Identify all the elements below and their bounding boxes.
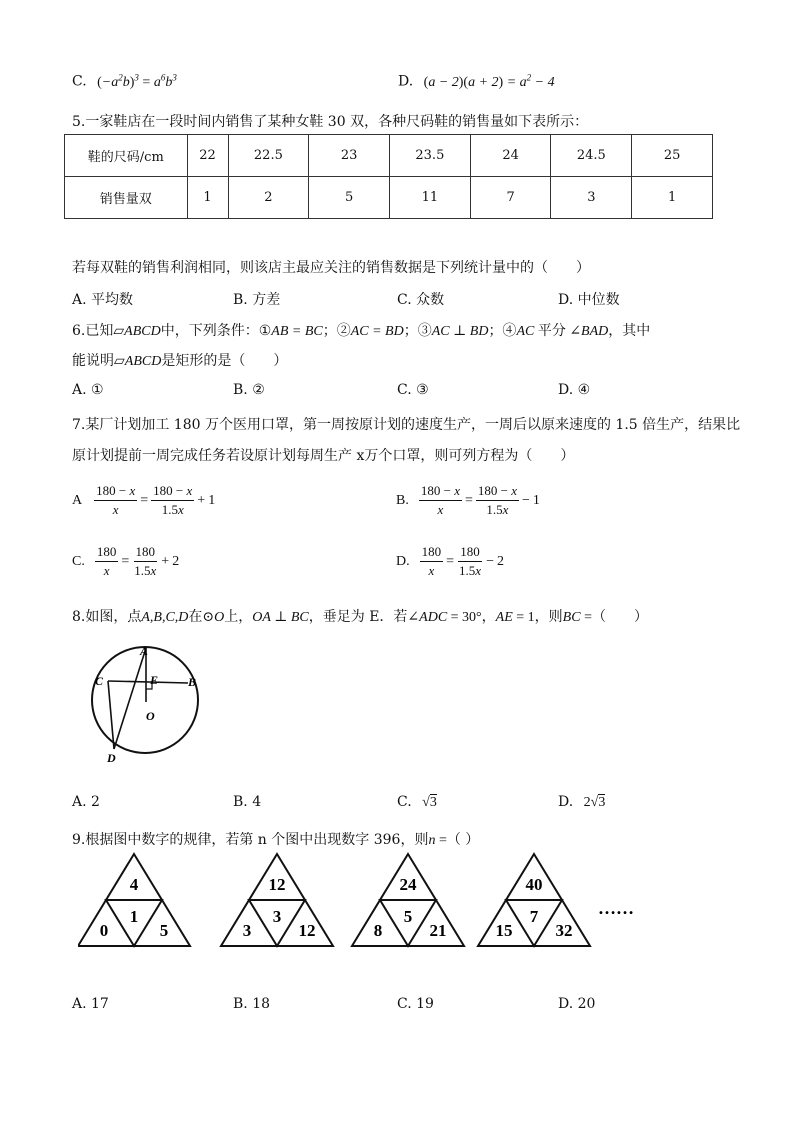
q8-stem: 8.如图，点A,B,C,D在⊙O上，OA ⊥ BC，垂足为 E．若∠ADC = 30°，AE = 1，则BC =（ ） — [72, 609, 648, 625]
point-label-c: C — [95, 674, 104, 688]
triangle-number-right: 12 — [298, 921, 316, 940]
table-cell: 24.5 — [551, 135, 632, 177]
q7-option-c[interactable]: C. $\frac{180}{x}$ = $\frac{180}{1.5x}$ + 2 — [72, 544, 180, 578]
triangle-number-left: 8 — [373, 921, 383, 940]
pattern-triangle-3 — [352, 854, 464, 946]
table-row — [65, 135, 713, 177]
q7-option-a[interactable]: A $\frac{180 - x}{x}$ = $\frac{180 - x}{1.5x}$ + 1 — [72, 483, 216, 517]
triangle-number-top: 12 — [268, 875, 286, 894]
q9-option-c[interactable]: C. 19 — [397, 996, 434, 1012]
table-header-size: 鞋的尺码/cm — [65, 135, 188, 177]
table-cell: 1 — [632, 177, 713, 219]
point-label-o: O — [146, 709, 155, 723]
triangle-number-top: 4 — [129, 875, 139, 894]
q5-option-b[interactable]: B. 方差 — [233, 292, 281, 308]
pattern-triangle-1 — [78, 854, 190, 946]
q4-option-d[interactable]: D. $(a - 2)(a + 2) = a^2 - 4$ — [398, 72, 555, 90]
table-row — [65, 177, 713, 219]
q5-option-a[interactable]: A. 平均数 — [72, 292, 134, 308]
pattern-triangle-2 — [221, 854, 333, 946]
q5-option-d[interactable]: D. 中位数 — [558, 292, 620, 308]
q8-option-d[interactable]: D. 2√3 — [558, 794, 606, 810]
q6-stem-line1: 6.已知▱ABCD中，下列条件：①AB = BC；②AC = BD；③AC ⊥ BD；④AC 平分 ∠BAD，其中 — [72, 323, 651, 339]
q6-stem-line2: 能说明▱ABCD是矩形的是（ ） — [72, 353, 288, 369]
q9-option-b[interactable]: B. 18 — [233, 996, 271, 1012]
circle-o — [92, 647, 198, 753]
triangle-number-right: 5 — [159, 921, 169, 940]
q5-option-c[interactable]: C. 众数 — [397, 292, 445, 308]
q9-stem: 9.根据图中数字的规律，若第 n 个图中出现数字 396，则n =（ ） — [72, 832, 480, 848]
point-label-b: B — [188, 675, 197, 689]
table-cell: 23 — [309, 135, 390, 177]
table-cell: 22 — [187, 135, 228, 177]
triangle-number-left: 0 — [99, 921, 109, 940]
triangle-number-left: 15 — [495, 921, 513, 940]
q7-stem-line2: 原计划提前一周完成任务若设原计划每周生产 x万个口罩，则可列方程为（ ） — [72, 448, 575, 464]
point-label-e: E — [150, 673, 159, 687]
q6-option-d[interactable]: D. ④ — [558, 382, 591, 398]
q6-option-b[interactable]: B. ② — [233, 382, 265, 398]
table-cell: 1 — [187, 177, 228, 219]
triangle-number-top: 40 — [525, 875, 543, 894]
table-cell: 23.5 — [389, 135, 470, 177]
table-cell: 24 — [470, 135, 551, 177]
q5-question: 若每双鞋的销售利润相同，则该店主最应关注的销售数据是下列统计量中的（ ） — [72, 260, 590, 276]
chord-bc — [108, 681, 188, 683]
sales-table — [64, 134, 713, 219]
number-pattern-triangles — [78, 852, 648, 952]
triangle-number-center: 7 — [529, 907, 539, 926]
q8-option-c[interactable]: C. √3 — [397, 794, 437, 810]
q6-option-a[interactable]: A. ① — [72, 382, 104, 398]
ellipsis: …… — [598, 898, 634, 918]
triangle-number-center: 1 — [129, 907, 139, 926]
table-cell: 25 — [632, 135, 713, 177]
triangle-number-top: 24 — [399, 875, 417, 894]
q7-stem-line1: 7.某厂计划加工 180 万个医用口罩，第一周按原计划的速度生产，一周后以原来速度的 1.5 倍生产，结果比 — [72, 417, 741, 433]
table-cell: 22.5 — [228, 135, 309, 177]
triangle-number-center: 5 — [403, 907, 413, 926]
segment-ad — [114, 648, 146, 749]
table-cell: 7 — [470, 177, 551, 219]
q5-stem: 5.一家鞋店在一段时间内销售了某种女鞋 30 双，各种尺码鞋的销售量如下表所示： — [72, 114, 589, 130]
table-cell: 5 — [309, 177, 390, 219]
table-cell: 2 — [228, 177, 309, 219]
table-cell: 11 — [389, 177, 470, 219]
q7-option-d[interactable]: D. $\frac{180}{x}$ = $\frac{180}{1.5x}$ − 2 — [396, 544, 504, 578]
point-label-a: A — [140, 644, 149, 658]
q9-option-d[interactable]: D. 20 — [558, 996, 596, 1012]
triangle-number-center: 3 — [272, 907, 282, 926]
q6-option-c[interactable]: C. ③ — [397, 382, 429, 398]
triangle-number-right: 32 — [555, 921, 573, 940]
q8-option-a[interactable]: A. 2 — [72, 794, 100, 810]
point-label-d: D — [107, 751, 116, 765]
q8-option-b[interactable]: B. 4 — [233, 794, 262, 810]
q4-option-c[interactable]: C. $(-a^2b)^3 = a^6b^3$ — [72, 72, 177, 90]
table-header-count: 销售量双 — [65, 177, 188, 219]
circle-geometry-figure — [80, 640, 215, 770]
triangle-number-left: 3 — [242, 921, 252, 940]
q9-option-a[interactable]: A. 17 — [72, 996, 109, 1012]
table-cell: 3 — [551, 177, 632, 219]
q7-option-b[interactable]: B. $\frac{180 - x}{x}$ = $\frac{180 - x}{1.5x}$ − 1 — [396, 483, 540, 517]
pattern-triangle-4 — [478, 854, 590, 946]
triangle-number-right: 21 — [429, 921, 447, 940]
